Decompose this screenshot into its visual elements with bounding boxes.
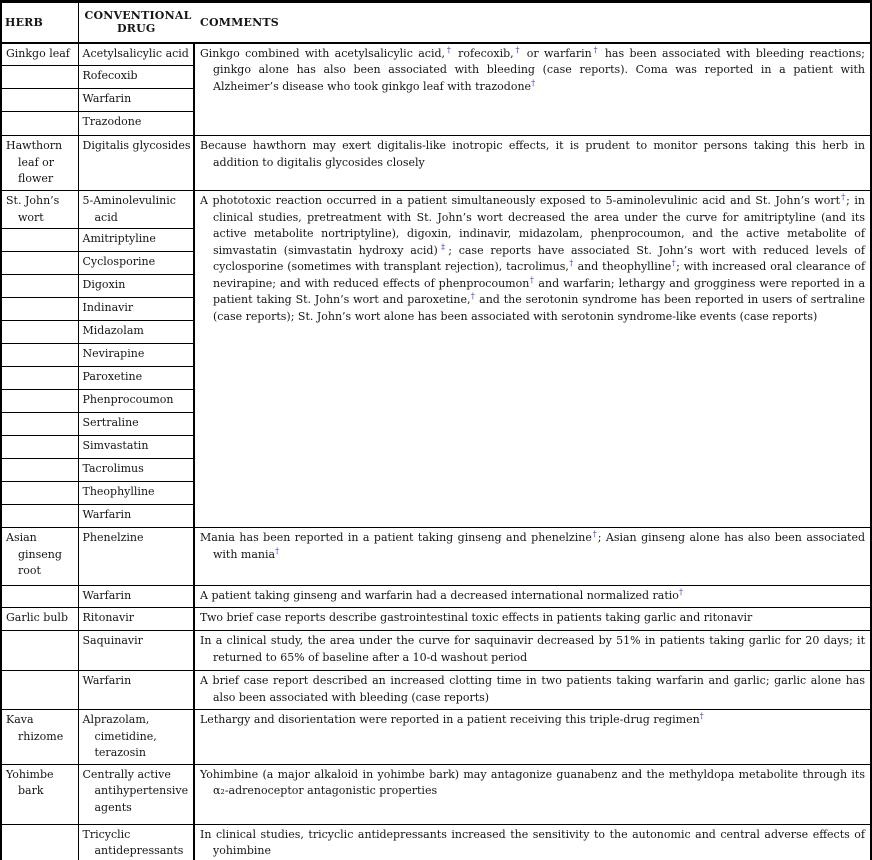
herb-cell: Ginkgo leaf — [1, 43, 78, 66]
footnote-dagger-icon: † — [840, 192, 847, 202]
table-header — [1, 2, 871, 43]
footnote-dagger-icon: † — [529, 274, 535, 284]
comment-cell: Yohimbine (a major alkaloid in yohimbe bark) may antagonize guanabenz and the methyldopa metabolite through its α₂-adrenoceptor antagonistic properties — [194, 764, 871, 824]
herb-cell: Yohimbe bark — [1, 764, 78, 824]
comment-cell: In clinical studies, tricyclic antidepressants increased the sensitivity to the autonomic and central adverse effects of yohimbine — [194, 824, 871, 860]
footnote-dagger-icon: † — [470, 291, 476, 301]
table-row — [1, 824, 871, 860]
footnote-dagger-icon: † — [531, 77, 536, 87]
drug-cell: Cyclosporine — [78, 252, 194, 275]
column-header-conventional-drug: CONVENTIONAL DRUG — [78, 2, 194, 43]
drug-cell: Warfarin — [78, 89, 194, 112]
herb-cell — [1, 586, 78, 608]
drug-cell: Paroxetine — [78, 367, 194, 390]
drug-cell: Tacrolimus — [78, 459, 194, 482]
table-row — [1, 191, 871, 229]
drug-cell: Tricyclic antidepressants — [78, 824, 194, 860]
drug-cell: Simvastatin — [78, 436, 194, 459]
drug-cell: Phenelzine — [78, 528, 194, 586]
herb-cell — [1, 229, 78, 252]
herb-cell — [1, 275, 78, 298]
footnote-dagger-icon: † — [671, 258, 677, 268]
drug-cell: Saquinavir — [78, 631, 194, 671]
drug-cell: Alprazolam, cimetidine, terazosin — [78, 710, 194, 765]
footnote-dagger-icon: ‡ — [437, 241, 449, 251]
herb-cell: St. John’s wort — [1, 191, 78, 229]
comment-cell: Mania has been reported in a patient taking ginseng and phenelzine†; Asian ginseng alone has also been associated with mania† — [194, 528, 871, 586]
herb-cell — [1, 671, 78, 710]
drug-cell: Trazodone — [78, 112, 194, 136]
column-header-comments: COMMENTS — [194, 2, 871, 43]
herb-cell — [1, 112, 78, 136]
drug-cell: Midazolam — [78, 321, 194, 344]
footnote-dagger-icon: † — [568, 258, 574, 268]
drug-cell: Digitalis glycosides — [78, 136, 194, 191]
herb-cell — [1, 344, 78, 367]
footnote-dagger-icon: † — [678, 587, 683, 597]
herb-cell: Kava rhizome — [1, 710, 78, 765]
table-row — [1, 631, 871, 671]
drug-cell: Indinavir — [78, 298, 194, 321]
drug-cell: Warfarin — [78, 586, 194, 608]
herb-cell: Garlic bulb — [1, 608, 78, 631]
drug-cell: Warfarin — [78, 505, 194, 528]
comment-cell: A brief case report described an increased clotting time in two patients taking warfarin and garlic; garlic alone has also been associated with bleeding (case reports) — [194, 671, 871, 710]
herb-cell — [1, 367, 78, 390]
header-row — [1, 2, 871, 43]
table-row — [1, 528, 871, 586]
drug-cell: Digoxin — [78, 275, 194, 298]
herb-cell — [1, 298, 78, 321]
herb-cell — [1, 459, 78, 482]
herb-cell — [1, 505, 78, 528]
table-row — [1, 43, 871, 66]
drug-cell: Amitriptyline — [78, 229, 194, 252]
table-row — [1, 764, 871, 824]
drug-cell: 5-Aminolevulinic acid — [78, 191, 194, 229]
column-header-herb: HERB — [1, 2, 78, 43]
drug-cell: Phenprocoumon — [78, 390, 194, 413]
drug-cell: Warfarin — [78, 671, 194, 710]
herb-cell — [1, 89, 78, 112]
herb-cell: Hawthorn leaf or flower — [1, 136, 78, 191]
table-row — [1, 586, 871, 608]
comment-cell: A phototoxic reaction occurred in a patient simultaneously exposed to 5-aminolevulinic acid and St. John’s wort†; in clinical studies, pretreatment with St. John’s wort decreased the area under the curve for amitriptyline (and its active metabolite nortriptyline), digoxin, indinavir, midazolam, phenprocoumon, and the active metabolite of simvastatin (simvastatin hydroxy acid)‡; case reports have associated St. John’s wort with reduced levels of cyclosporine (sometimes with transplant rejection), tacrolimus,† and theophylline†; with increased oral clearance of nevirapine; and with reduced effects of phenprocoumon† and warfarin; lethargy and grogginess were reported in a patient taking St. John’s wort and paroxetine,† and the serotonin syndrome has been reported in users of sertraline (case reports); St. John’s wort alone has been associated with serotonin syndrome-like events (case reports) — [194, 191, 871, 528]
footnote-dagger-icon: † — [699, 711, 704, 721]
comment-cell: Because hawthorn may exert digitalis-like inotropic effects, it is prudent to monitor persons taking this herb in addition to digitalis glycosides closely — [194, 136, 871, 191]
table-row — [1, 671, 871, 710]
table-row — [1, 608, 871, 631]
drug-cell: Theophylline — [78, 482, 194, 505]
herb-cell — [1, 413, 78, 436]
herb-cell — [1, 321, 78, 344]
drug-cell: Rofecoxib — [78, 66, 194, 89]
footnote-dagger-icon: † — [591, 44, 600, 54]
herb-cell: Asian ginseng root — [1, 528, 78, 586]
comment-cell: A patient taking ginseng and warfarin had a decreased international normalized ratio† — [194, 586, 871, 608]
herb-cell — [1, 482, 78, 505]
footnote-dagger-icon: † — [445, 44, 453, 54]
herb-cell — [1, 66, 78, 89]
drug-cell: Sertraline — [78, 413, 194, 436]
table-row — [1, 136, 871, 191]
herb-cell — [1, 631, 78, 671]
herb-cell — [1, 436, 78, 459]
footnote-dagger-icon: † — [591, 529, 598, 539]
drug-cell: Ritonavir — [78, 608, 194, 631]
comment-cell: Ginkgo combined with acetylsalicylic acid,† rofecoxib,† or warfarin† has been associated with bleeding reactions; ginkgo alone has also been associated with bleeding (case reports). Coma was reported in a patient with Alzheimer’s disease who took ginkgo leaf with trazodone† — [194, 43, 871, 136]
drug-cell: Nevirapine — [78, 344, 194, 367]
herb-cell — [1, 824, 78, 860]
table-body — [1, 43, 871, 860]
comment-cell: In a clinical study, the area under the curve for saquinavir decreased by 51% in patients taking garlic for 20 days; it returned to 65% of baseline after a 10-d washout period — [194, 631, 871, 671]
footnote-dagger-icon: † — [513, 44, 522, 54]
herb-cell — [1, 390, 78, 413]
comment-cell: Lethargy and disorientation were reported in a patient receiving this triple-drug regimen† — [194, 710, 871, 765]
footnote-dagger-icon: † — [275, 545, 280, 555]
drug-cell: Acetylsalicylic acid — [78, 43, 194, 66]
comment-cell: Two brief case reports describe gastrointestinal toxic effects in patients taking garlic and ritonavir — [194, 608, 871, 631]
herb-cell — [1, 252, 78, 275]
table-row — [1, 710, 871, 765]
drug-cell: Centrally active antihypertensive agents — [78, 764, 194, 824]
